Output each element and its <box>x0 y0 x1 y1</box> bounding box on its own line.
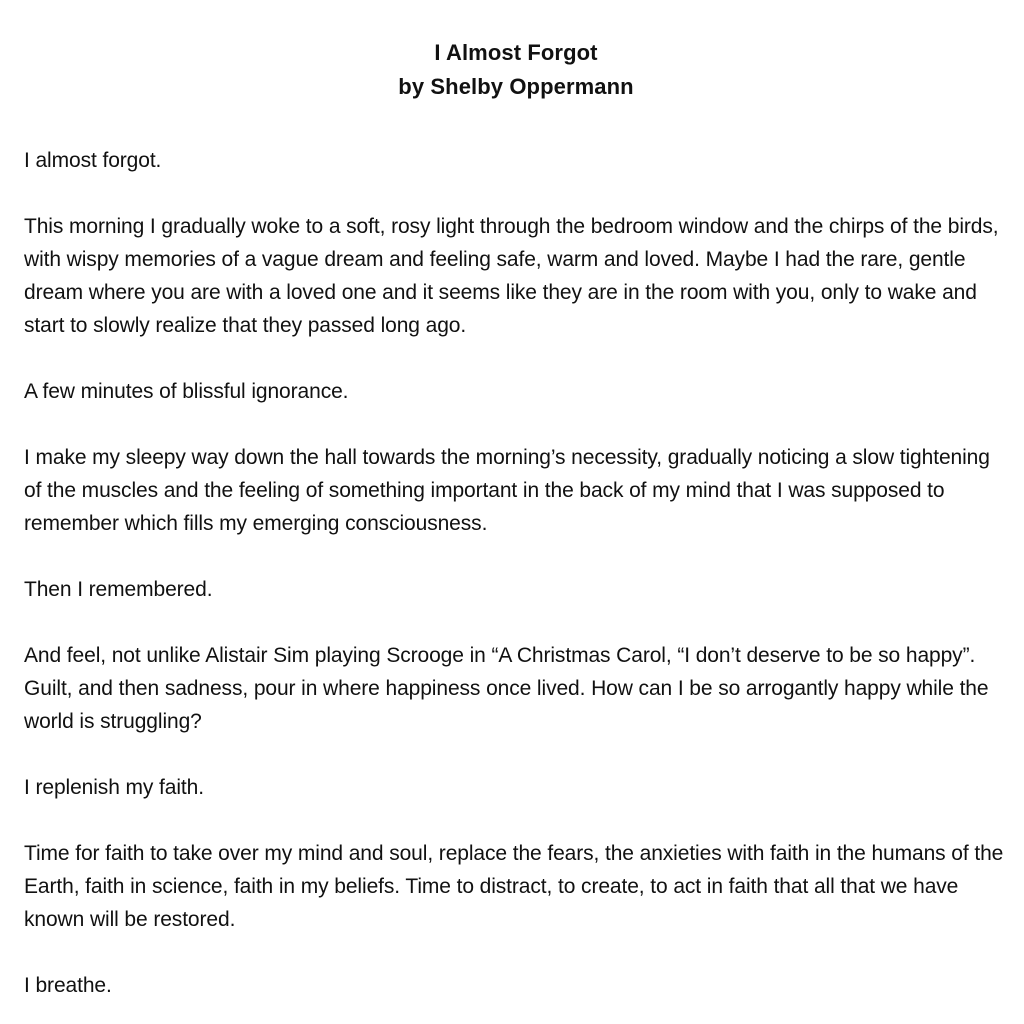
paragraph-5: Then I remembered. <box>24 578 213 601</box>
paragraph-6: And feel, not unlike Alistair Sim playing Scrooge in “A Christmas Carol, “I don’t deserve to be so happy”. Guilt, and then sadness, pour in where happiness once lived. How can I be so arrogantly happy while the world is struggling? <box>24 644 989 733</box>
poem-title: I Almost Forgot <box>434 40 598 65</box>
paragraph-3: A few minutes of blissful ignorance. <box>24 380 349 403</box>
paragraph-8: Time for faith to take over my mind and soul, replace the fears, the anxieties with faith in the humans of the Earth, faith in science, faith in my beliefs. Time to distract, to create, to act in faith that all that we have known will be restored. <box>24 842 1004 931</box>
paragraph-7: I replenish my faith. <box>24 776 204 799</box>
title-block <box>24 36 1008 104</box>
paragraph-4: I make my sleepy way down the hall towards the morning’s necessity, gradually noticing a slow tightening of the muscles and the feeling of something important in the back of my mind that I was supposed to remember which fills my emerging consciousness. <box>24 446 990 535</box>
paragraph-9: I breathe. <box>24 974 112 997</box>
paragraph-1: I almost forgot. <box>24 149 162 172</box>
author-byline: by Shelby Oppermann <box>398 74 634 99</box>
paragraph-2: This morning I gradually woke to a soft, rosy light through the bedroom window and the chirps of the birds, with wispy memories of a vague dream and feeling safe, warm and loved. Maybe I had the rare, gentle dream where you are with a loved one and it seems like they are in the room with you, only to wake and start to slowly realize that they passed long ago. <box>24 215 999 337</box>
